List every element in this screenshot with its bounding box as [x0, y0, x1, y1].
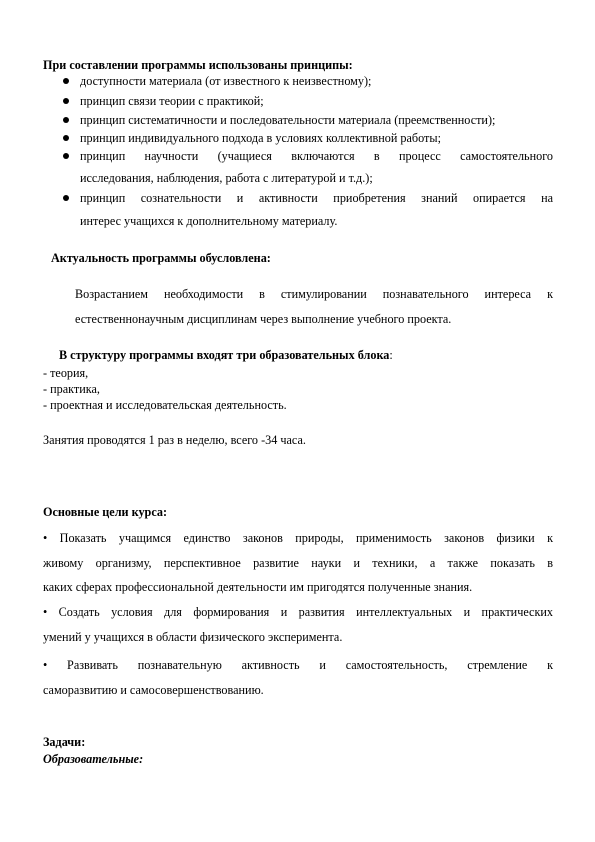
structure-heading: [59, 348, 569, 363]
bullet-icon: [63, 135, 69, 141]
principle-item-continuation: исследования, наблюдения, работа с литературой и т.д.);: [80, 171, 373, 185]
bullet-icon: [63, 78, 69, 84]
structure-heading-colon: :: [389, 348, 393, 362]
structure-heading-text: В структуру программы входят три образовательных блока: [59, 348, 390, 362]
principle-item-continuation: интерес учащихся к дополнительному материалу.: [80, 214, 338, 228]
goals-text: живому организму, перспективное развитие науки и техники, а также показать в: [43, 556, 553, 570]
goals-text: • Показать учащимся единство законов природы, применимость законов физики к: [43, 531, 553, 545]
goals-heading: Основные цели курса:: [43, 505, 168, 519]
tasks-subheading: Образовательные:: [43, 752, 144, 766]
structure-item: - практика,: [43, 382, 100, 396]
principles-heading: При составлении программы использованы принципы:: [43, 58, 353, 72]
goals-text: каких сферах профессиональной деятельности им пригодятся полученные знания.: [43, 580, 473, 594]
goals-text: саморазвитию и самосовершенствованию.: [43, 683, 264, 697]
goals-text: умений у учащихся в области физического эксперимента.: [43, 630, 343, 644]
relevance-text: естественнонаучным дисциплинам через выполнение учебного проекта.: [75, 312, 452, 326]
bullet-icon: [63, 98, 69, 104]
principle-item: принцип сознательности и активности приобретения знаний опирается на: [80, 191, 553, 205]
principle-item: доступности материала (от известного к неизвестному);: [80, 74, 372, 88]
structure-item: - теория,: [43, 366, 89, 380]
tasks-heading: Задачи:: [43, 735, 86, 749]
principle-item: принцип связи теории с практикой;: [80, 94, 264, 108]
principle-item: принцип индивидуального подхода в условиях коллективной работы;: [80, 131, 441, 145]
principle-item: принцип научности (учащиеся включаются в процесс самостоятельного: [80, 149, 553, 163]
principle-item: принцип систематичности и последовательности материала (преемственности);: [80, 113, 496, 127]
goals-text: • Развивать познавательную активность и самостоятельность, стремление к: [43, 658, 553, 672]
schedule-text: Занятия проводятся 1 раз в неделю, всего -34 часа.: [43, 433, 306, 447]
bullet-icon: [63, 195, 69, 201]
relevance-heading: Актуальность программы обусловлена:: [51, 251, 271, 265]
bullet-icon: [63, 153, 69, 159]
relevance-text: Возрастанием необходимости в стимулировании познавательного интереса к: [75, 287, 553, 301]
goals-text: • Создать условия для формирования и развития интеллектуальных и практических: [43, 605, 553, 619]
structure-item: - проектная и исследовательская деятельность.: [43, 398, 287, 412]
bullet-icon: [63, 117, 69, 123]
